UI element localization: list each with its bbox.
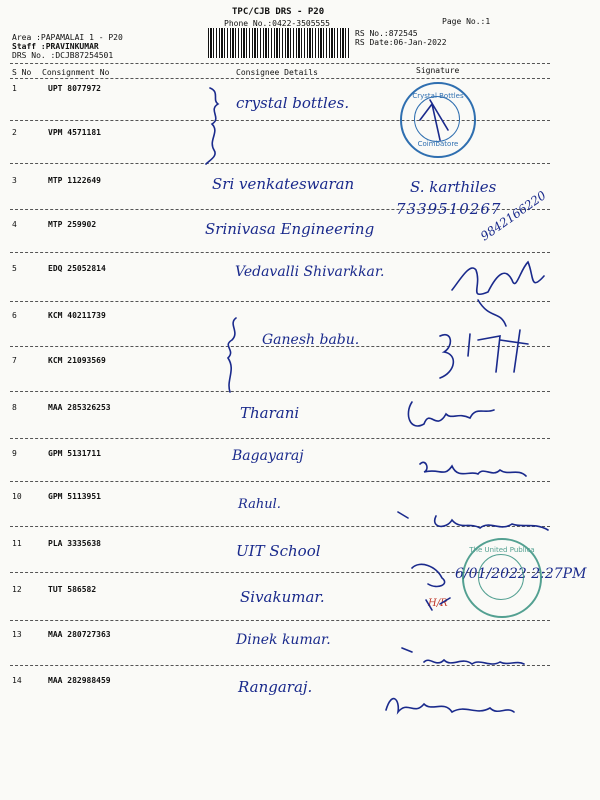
rs-number: RS No.:872545 <box>355 29 418 38</box>
column-header-sno: S No <box>12 68 32 77</box>
signature-mark <box>478 300 506 326</box>
handwritten-consignee: Sri venkateswaran <box>212 175 355 193</box>
rs-date: RS Date:06-Jan-2022 <box>355 38 447 47</box>
row-consignment: MAA 285326253 <box>48 403 111 412</box>
row-sno: 10 <box>12 492 22 501</box>
row-consignment: TUT 586582 <box>48 585 97 594</box>
handwritten-consignee: Sivakumar. <box>240 588 325 606</box>
row-sno: 14 <box>12 676 22 685</box>
handwritten-consignee: Dinek kumar. <box>236 632 331 648</box>
column-header-signature: Signature <box>416 66 460 75</box>
row-consignment: EDQ 25052814 <box>48 264 106 273</box>
signature-mark <box>412 564 445 586</box>
area-label: Area :PAPAMALAI 1 - P20 <box>12 33 123 42</box>
row-consignment: GPM 5113951 <box>48 492 101 501</box>
handwritten-phone: 9842166220 <box>478 188 549 244</box>
row-consignment: PLA 3335638 <box>48 539 101 548</box>
handwritten-consignee: Rahul. <box>238 497 281 512</box>
row-consignment: GPM 5131711 <box>48 449 101 458</box>
phone-number: Phone No.:0422-3505555 <box>224 19 330 28</box>
handwritten-consignee: Vedavalli Shivarkkar. <box>235 264 385 280</box>
signature-mark <box>420 462 526 476</box>
row-consignment: KCM 40211739 <box>48 311 106 320</box>
handwritten-phone: 7339510267 <box>396 200 502 218</box>
row-consignment: UPT 8077972 <box>48 84 101 93</box>
handwritten-date-signature: 6/01/2022 2:27PM <box>455 566 587 582</box>
row-sno: 12 <box>12 585 22 594</box>
row-sno: 1 <box>12 84 17 93</box>
row-consignment: MAA 282988459 <box>48 676 111 685</box>
row-sno: 4 <box>12 220 17 229</box>
handwritten-consignee: Ganesh babu. <box>262 332 360 348</box>
document-title: TPC/CJB DRS - P20 <box>232 7 325 17</box>
row-sno: 13 <box>12 630 22 639</box>
signature-mark <box>452 262 544 294</box>
signature-mark <box>420 100 448 140</box>
row-sno: 9 <box>12 449 17 458</box>
row-consignment: MTP 1122649 <box>48 176 101 185</box>
brace-mark <box>206 88 218 164</box>
row-sno: 11 <box>12 539 22 548</box>
row-sno: 8 <box>12 403 17 412</box>
handwritten-consignee: Bagayaraj <box>232 448 304 464</box>
stamp-text-top: Crystal Bottles <box>412 92 464 100</box>
row-sno: 5 <box>12 264 17 273</box>
row-consignment: KCM 21093569 <box>48 356 106 365</box>
brace-mark <box>228 318 236 392</box>
row-sno: 7 <box>12 356 17 365</box>
handwritten-consignee: Rangaraj. <box>238 678 313 696</box>
row-sno: 2 <box>12 128 17 137</box>
stamp-text-bottom: Coimbatore <box>417 140 459 148</box>
signature-mark <box>398 512 548 530</box>
row-sno: 6 <box>12 311 17 320</box>
signature-mark <box>402 648 524 664</box>
signature-mark <box>426 598 450 610</box>
handwritten-consignee: crystal bottles. <box>236 94 350 112</box>
row-sno: 3 <box>12 176 17 185</box>
signature-mark <box>440 330 528 378</box>
staff-label: Staff :PRAVINKUMAR <box>12 42 99 51</box>
handwritten-consignee: Srinivasa Engineering <box>205 220 375 238</box>
column-header-consignment: Consignment No <box>42 68 110 77</box>
handwritten-consignee: UIT School <box>236 542 321 560</box>
handwritten-initials: H/R <box>428 598 448 609</box>
stamp-text-top: The United Publica <box>469 546 535 554</box>
row-consignment: MTP 259902 <box>48 220 97 229</box>
column-header-details: Consignee Details <box>236 68 318 77</box>
page-number: Page No.:1 <box>442 17 491 26</box>
row-consignment: MAA 280727363 <box>48 630 111 639</box>
drs-number: DRS No. :DCJB87254501 <box>12 51 114 60</box>
signature-mark <box>386 699 514 712</box>
handwritten-consignee: Tharani <box>240 404 300 422</box>
signature-mark <box>408 402 494 426</box>
row-consignment: VPM 4571181 <box>48 128 101 137</box>
handwritten-signature-name: S. karthiles <box>410 178 497 196</box>
